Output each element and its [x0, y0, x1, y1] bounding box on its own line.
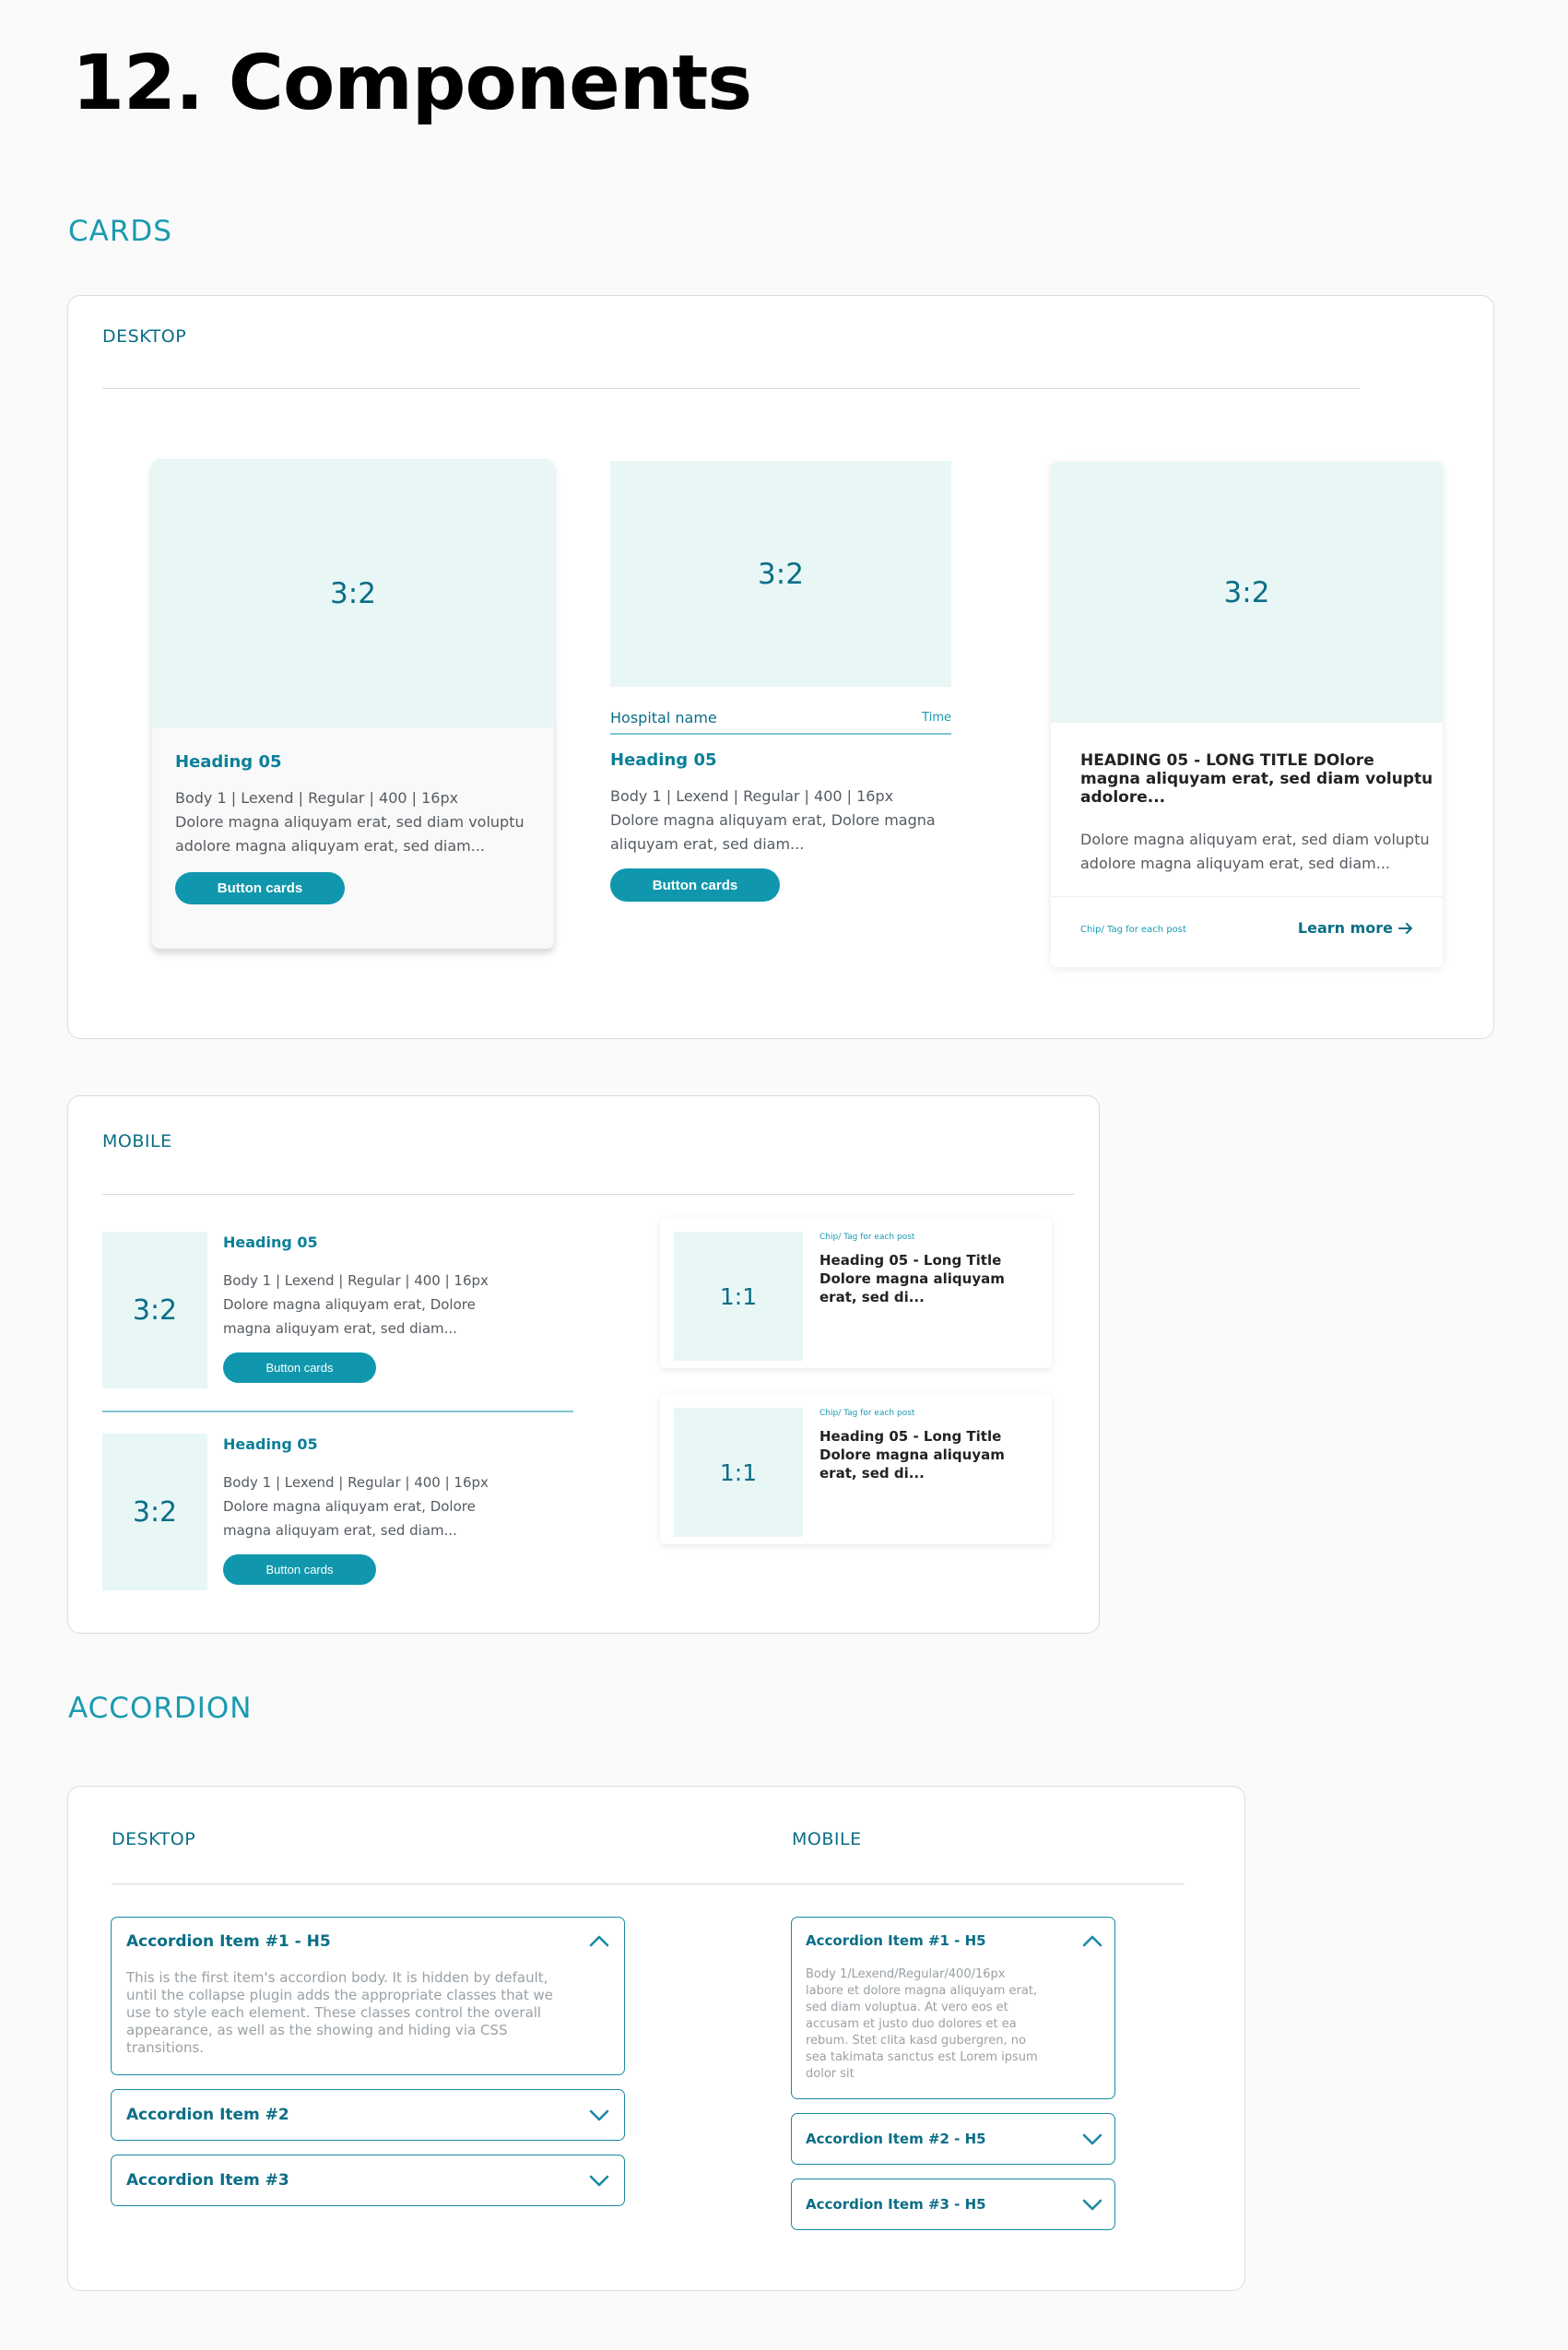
image-placeholder: 1:1 [674, 1232, 803, 1361]
card-body-line: Dolore magna aliquyam erat, Dolore magna [610, 811, 936, 829]
cards-mobile-panel [67, 1095, 1100, 1634]
card-body [223, 1470, 489, 1542]
card-body-line: Dolore magna aliquyam erat, sed diam voluptu [1080, 831, 1430, 848]
card-body-line: aliquyam erat, sed diam... [610, 835, 805, 853]
accordion-body-line: sea takimata sanctus est Lorem ipsum [806, 2050, 1038, 2064]
accordion-item-2[interactable] [111, 2089, 625, 2141]
chevron-down-icon[interactable] [1082, 2199, 1102, 2212]
image-placeholder: 3:2 [102, 1434, 207, 1590]
chevron-down-icon[interactable] [1082, 2133, 1102, 2146]
accordion-body-line: sed diam voluptua. At vero eos et [806, 2001, 1008, 2014]
panel-label-mobile: MOBILE [792, 1829, 862, 1849]
chip-tag[interactable]: Chip/ Tag for each post [819, 1233, 915, 1242]
image-placeholder: 3:2 [610, 461, 951, 687]
accordion-item-1[interactable] [111, 1917, 625, 2075]
panel-label-desktop: DESKTOP [102, 326, 187, 347]
post-title [819, 1427, 1005, 1482]
post-title-line: Heading 05 - Long Title [819, 1252, 1002, 1269]
accordion-body-line: rebum. Stet clita kasd gubergren, no [806, 2034, 1026, 2048]
learn-more-link[interactable] [1298, 919, 1413, 937]
card-button[interactable]: Button cards [223, 1352, 376, 1383]
mobile-post-card-2[interactable] [660, 1394, 1052, 1544]
desktop-card-2[interactable] [610, 461, 951, 922]
card-body-line: adolore magna aliquyam erat, sed diam... [1080, 855, 1390, 872]
card-body-line: Body 1 | Lexend | Regular | 400 | 16px [223, 1272, 489, 1289]
accordion-title: Accordion Item #3 - H5 [806, 2196, 986, 2213]
card-heading: Heading 05 [610, 750, 717, 770]
chevron-up-icon[interactable] [1082, 1934, 1102, 1947]
accordion-body-line: use to style each element. These classes control the overall [126, 2004, 542, 2021]
heading-line: adolore... [1080, 788, 1166, 807]
accordion-title: Accordion Item #2 [126, 2106, 289, 2124]
accordion-title: Accordion Item #2 - H5 [806, 2131, 986, 2147]
image-placeholder: 3:2 [1051, 462, 1443, 723]
card-body-line: adolore magna aliquyam erat, sed diam... [175, 837, 485, 855]
accordion-item-3[interactable] [111, 2155, 625, 2206]
post-title-line: erat, sed di... [819, 1289, 925, 1305]
card-button[interactable]: Button cards [223, 1554, 376, 1585]
accordion-body-line: until the collapse plugin adds the appropriate classes that we [126, 1987, 553, 2003]
mobile-accordion-item-3[interactable] [791, 2179, 1115, 2230]
card-button[interactable]: Button cards [610, 868, 780, 902]
cards-section-title: CARDS [68, 215, 172, 248]
accordion-section-title: ACCORDION [68, 1692, 253, 1725]
card-heading: Heading 05 [223, 1435, 318, 1453]
chevron-down-icon[interactable] [589, 2109, 609, 2122]
time-label: Time [922, 711, 951, 725]
desktop-card-1[interactable] [152, 459, 554, 949]
card-heading: Heading 05 [175, 752, 282, 772]
card-body [610, 785, 936, 856]
card-body [223, 1269, 489, 1340]
card-body-line: Dolore magna aliquyam erat, Dolore [223, 1296, 476, 1313]
accordion-title: Accordion Item #1 - H5 [126, 1932, 331, 1951]
cards-desktop-panel [67, 295, 1494, 1039]
mobile-post-card-1[interactable] [660, 1218, 1052, 1368]
image-placeholder: 1:1 [674, 1408, 803, 1537]
heading-line: magna aliquyam erat, sed diam voluptu [1080, 770, 1433, 788]
image-placeholder: 3:2 [102, 1232, 207, 1388]
mobile-accordion-item-1[interactable] [791, 1917, 1115, 2099]
list-divider [102, 1411, 573, 1412]
post-title-line: Dolore magna aliquyam [819, 1270, 1005, 1287]
chevron-up-icon[interactable] [589, 1934, 609, 1947]
accordion-body-line: labore et dolore magna aliquyam erat, [806, 1984, 1038, 1998]
learn-more-label: Learn more [1297, 919, 1393, 937]
accordion-body-line: appearance, as well as the showing and hiding via CSS [126, 2022, 508, 2038]
post-title [819, 1251, 1005, 1306]
heading-line: HEADING 05 - LONG TITLE DOlore [1080, 751, 1374, 770]
accordion-body [806, 1966, 1038, 2083]
accordion-title: Accordion Item #3 [126, 2171, 289, 2190]
image-placeholder: 3:2 [152, 459, 554, 727]
post-title-line: Dolore magna aliquyam [819, 1447, 1005, 1463]
card-footer-divider [1051, 896, 1443, 897]
arrow-right-icon [1398, 922, 1413, 935]
card-heading: Heading 05 [223, 1234, 318, 1251]
accordion-title: Accordion Item #1 - H5 [806, 1932, 986, 1949]
mobile-list-card-1[interactable] [102, 1232, 582, 1388]
mobile-accordion-item-2[interactable] [791, 2113, 1115, 2165]
mobile-list-card-2[interactable] [102, 1434, 582, 1590]
divider [102, 388, 1360, 389]
card-body [175, 786, 525, 858]
card-body-line: Dolore magna aliquyam erat, Dolore [223, 1498, 476, 1515]
card-body-line: Dolore magna aliquyam erat, sed diam voluptu [175, 813, 525, 831]
accordion-body-line: Body 1/Lexend/Regular/400/16px [806, 1967, 1006, 1981]
panel-label-desktop: DESKTOP [112, 1829, 196, 1849]
card-body-line: magna aliquyam erat, sed diam... [223, 1522, 457, 1539]
chip-tag[interactable]: Chip/ Tag for each post [819, 1409, 915, 1418]
card-body-line: Body 1 | Lexend | Regular | 400 | 16px [223, 1474, 489, 1491]
desktop-card-3[interactable] [1051, 462, 1443, 967]
chevron-down-icon[interactable] [589, 2175, 609, 2188]
accordion-body [126, 1969, 553, 2057]
post-title-line: erat, sed di... [819, 1465, 925, 1482]
meta-divider [610, 733, 951, 735]
accordion-panel [67, 1786, 1245, 2291]
card-button[interactable]: Button cards [175, 872, 345, 904]
card-body [1080, 828, 1430, 876]
divider [102, 1194, 1074, 1195]
chip-tag[interactable]: Chip/ Tag for each post [1080, 925, 1186, 935]
hospital-name: Hospital name [610, 709, 717, 726]
panel-label-mobile: MOBILE [102, 1131, 172, 1151]
accordion-body-line: accusam et justo duo dolores et ea [806, 2017, 1017, 2031]
card-long-heading [1080, 751, 1432, 807]
card-body-line: magna aliquyam erat, sed diam... [223, 1320, 457, 1337]
card-body-line: Body 1 | Lexend | Regular | 400 | 16px [175, 789, 459, 807]
accordion-body-line: This is the first item's accordion body. It is hidden by default, [126, 1969, 548, 1986]
page-title: 12. Components [72, 40, 752, 127]
post-title-line: Heading 05 - Long Title [819, 1428, 1002, 1445]
accordion-body-line: dolor sit [806, 2067, 855, 2081]
card-body-line: Body 1 | Lexend | Regular | 400 | 16px [610, 787, 894, 805]
accordion-body-line: transitions. [126, 2039, 205, 2056]
